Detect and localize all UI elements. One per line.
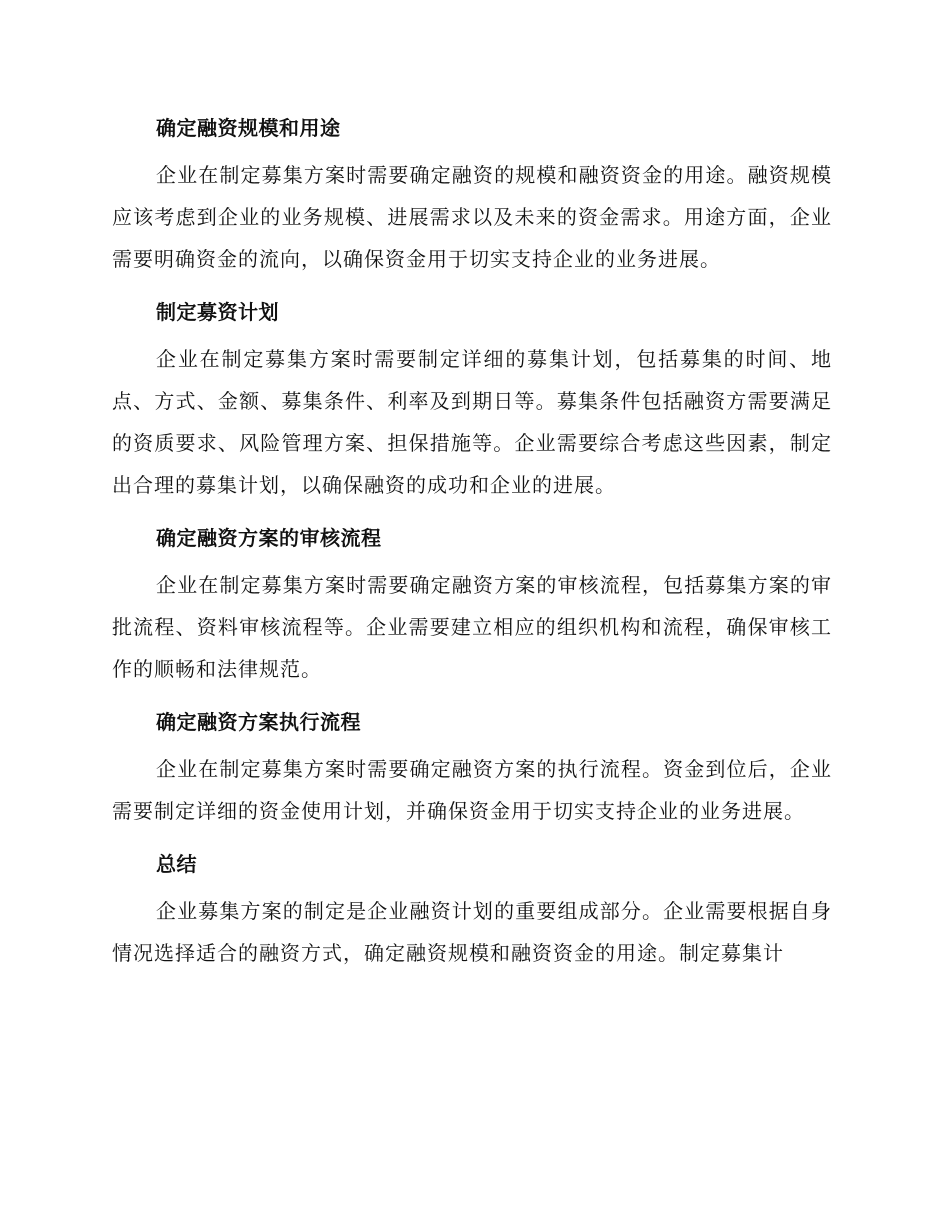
section-paragraph-fundraising-plan: 企业在制定募集方案时需要制定详细的募集计划，包括募集的时间、地点、方式、金额、募集条件、利率及到期日等。募集条件包括融资方需要满足的资质要求、风险管理方案、担保措施等。企业需要综合考虑这些因素，制定出合理的募集计划，以确保融资的成功和企业的进展。	[112, 347, 832, 497]
section-heading-execution-process: 确定融资方案执行流程	[156, 710, 361, 734]
section-paragraph-review-process: 企业在制定募集方案时需要确定融资方案的审核流程，包括募集方案的审批流程、资料审核流程等。企业需要建立相应的组织机构和流程，确保审核工作的顺畅和法律规范。	[112, 573, 832, 681]
section-heading-review-process: 确定融资方案的审核流程	[156, 526, 382, 550]
section-paragraph-execution-process: 企业在制定募集方案时需要确定融资方案的执行流程。资金到位后，企业需要制定详细的资金使用计划，并确保资金用于切实支持企业的业务进展。	[112, 757, 832, 823]
section-paragraph-scale-purpose: 企业在制定募集方案时需要确定融资的规模和融资资金的用途。融资规模应该考虑到企业的业务规模、进展需求以及未来的资金需求。用途方面，企业需要明确资金的流向，以确保资金用于切实支持企业的业务进展。	[112, 163, 832, 271]
document-body	[112, 108, 832, 986]
section-paragraph-summary: 企业募集方案的制定是企业融资计划的重要组成部分。企业需要根据自身情况选择适合的融资方式，确定融资规模和融资资金的用途。制定募集计	[112, 899, 832, 965]
section-heading-scale-purpose: 确定融资规模和用途	[156, 116, 341, 140]
section-heading-summary: 总结	[156, 852, 197, 876]
section-heading-fundraising-plan: 制定募资计划	[156, 300, 279, 324]
